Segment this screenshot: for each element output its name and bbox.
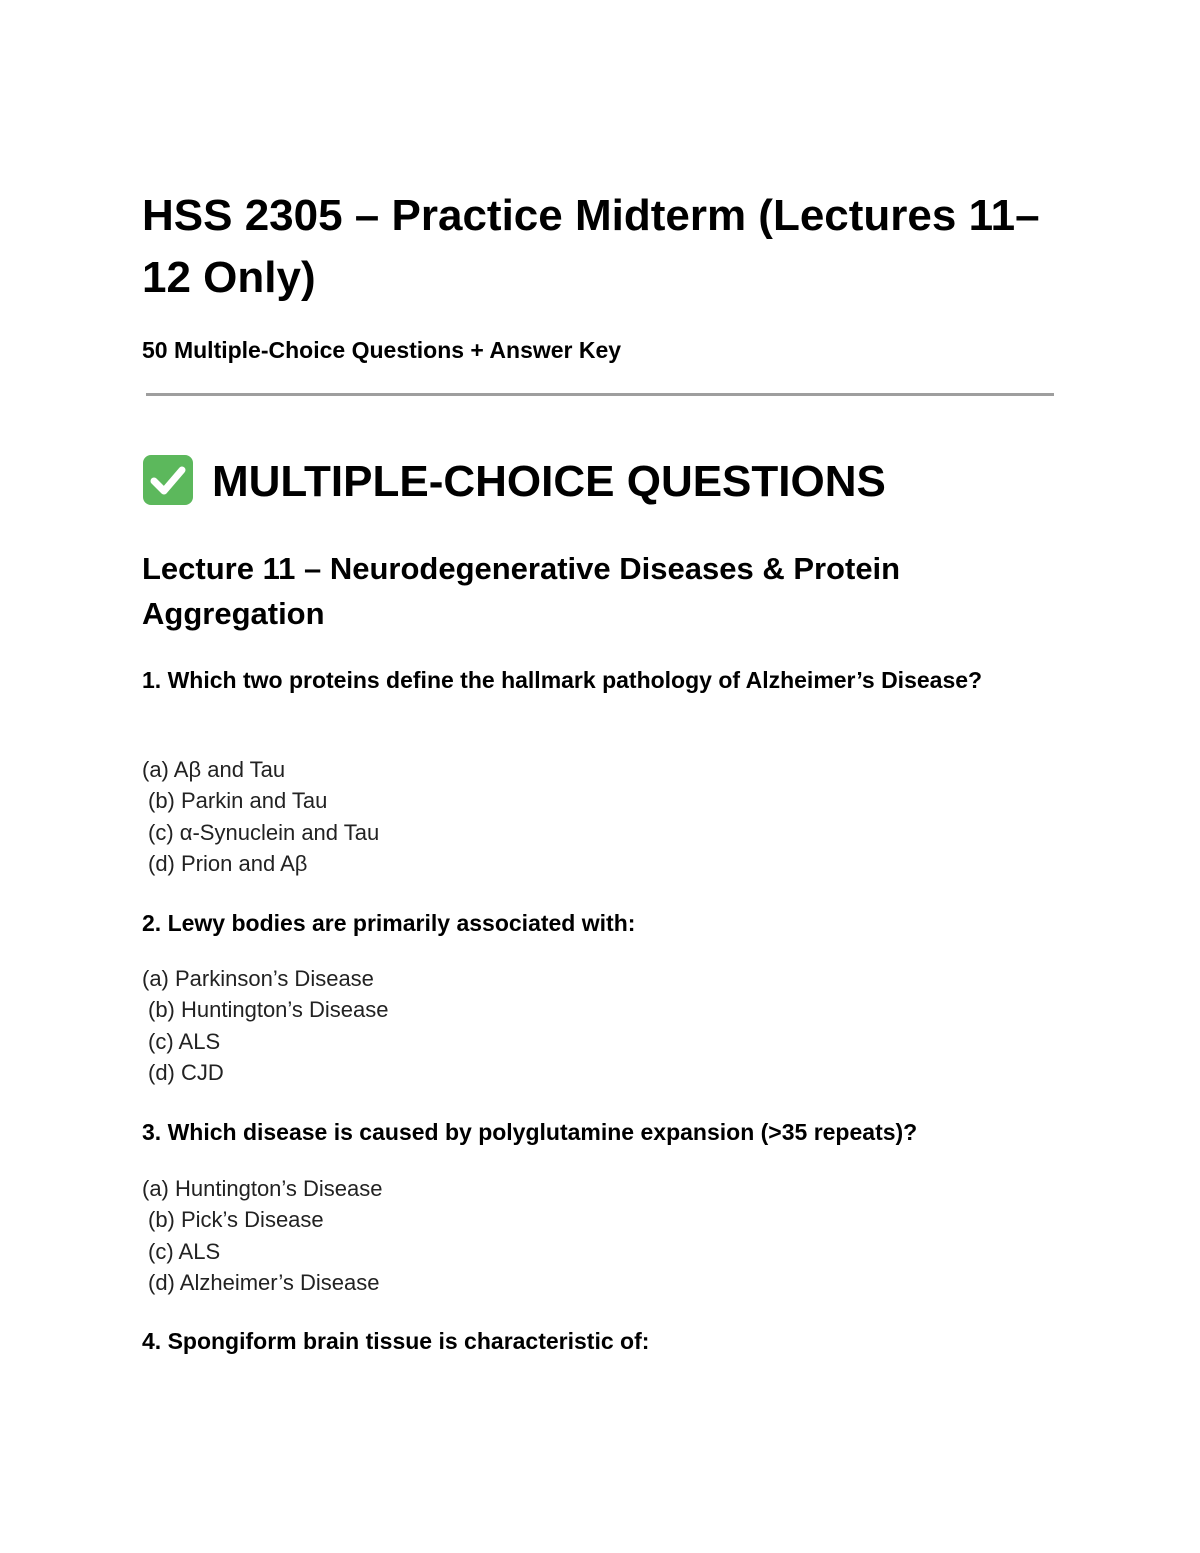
check-mark-button-icon [142, 454, 194, 506]
option-a: (a) Aβ and Tau [142, 757, 286, 782]
option-b: (b) Pick’s Disease [148, 1207, 324, 1233]
option-c: (c) ALS [148, 1028, 221, 1054]
option-a: (a) Parkinson’s Disease [142, 966, 374, 991]
question-3-options [142, 1173, 383, 1298]
question-1-options [142, 754, 379, 879]
section-heading [142, 452, 886, 512]
option-d: (d) Prion and Aβ [148, 850, 308, 876]
question-2: 2. Lewy bodies are primarily associated with: [142, 910, 636, 936]
option-d: (d) CJD [148, 1059, 224, 1085]
section-title: MULTIPLE-CHOICE QUESTIONS [212, 457, 886, 506]
horizontal-divider [146, 393, 1054, 396]
option-a: (a) Huntington’s Disease [142, 1176, 383, 1201]
question-2-options [142, 963, 389, 1088]
option-b: (b) Huntington’s Disease [148, 997, 389, 1023]
lecture-heading: Lecture 11 – Neurodegenerative Diseases & Protein Aggregation [142, 551, 901, 631]
question-3: 3. Which disease is caused by polyglutamine expansion (>35 repeats)? [142, 1119, 918, 1145]
document-title: HSS 2305 – Practice Midterm (Lectures 11–12 Only) [142, 191, 1040, 302]
option-c: (c) α-Synuclein and Tau [148, 819, 380, 845]
question-1: 1. Which two proteins define the hallmark pathology of Alzheimer’s Disease? [142, 667, 983, 693]
option-c: (c) ALS [148, 1238, 221, 1264]
document-subtitle: 50 Multiple-Choice Questions + Answer Key [142, 337, 622, 363]
question-4: 4. Spongiform brain tissue is characteristic of: [142, 1328, 650, 1354]
option-b: (b) Parkin and Tau [148, 788, 328, 814]
option-d: (d) Alzheimer’s Disease [148, 1269, 380, 1295]
